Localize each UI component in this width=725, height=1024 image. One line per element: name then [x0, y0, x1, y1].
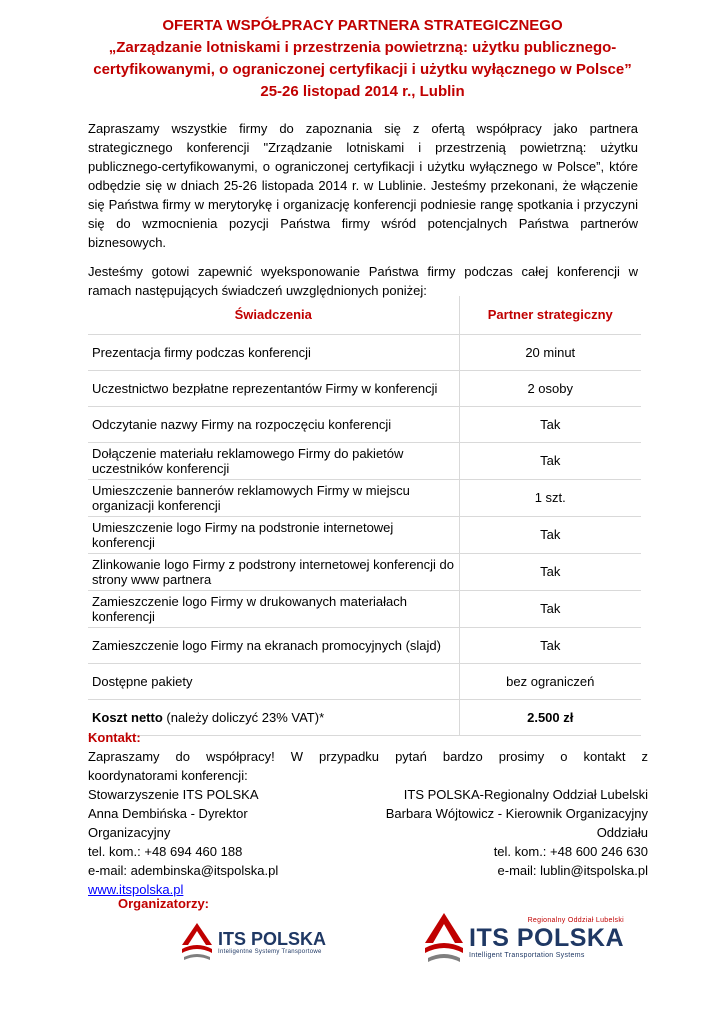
table-row	[88, 370, 641, 406]
value-cell: 1 szt.	[534, 490, 566, 505]
left-person: Anna Dembińska - Dyrektor	[88, 806, 248, 821]
left-phone: tel. kom.: +48 694 460 188	[88, 844, 243, 859]
contact-left	[88, 785, 278, 899]
partner-column-header: Partner strategiczny	[487, 307, 613, 323]
benefit-cell: Odczytanie nazwy Firmy na rozpoczęciu konferencji	[88, 406, 459, 442]
benefit-cell: Zlinkowanie logo Firmy z podstrony internetowej konferencji do strony www partnera	[88, 553, 459, 590]
table-row	[88, 479, 641, 516]
value-cell: Tak	[540, 527, 561, 542]
intro-paragraph: Zapraszamy wszystkie firmy do zapoznania się z ofertą współpracy jako partnera strategicznego konferencji "Zrządzanie lotniskami i przestrzenią powietrzną: użytku publicznego-certyfikowanymi, o ograniczonej certyfikacji i użytku wyłącznego w Polsce”, które odbędzie się w dniach 25-26 listopada 2014 r. w Lublinie. Jesteśmy przekonani, że włączenie się Państwa firmy w merytorykę i organizację konferencji podniesie rangę spotkania i przyczyni się do wzmocnienia pozycji Państwa firmy wśród potencjalnych Państwa partnerów biznesowych.	[88, 121, 638, 250]
title-line-3: certyfikowanymi, o ograniczonej certyfikacji i użytku wyłącznego w Polsce”	[93, 61, 632, 78]
right-org: ITS POLSKA-Regionalny Oddział Lubelski	[403, 787, 648, 802]
table-row	[88, 516, 641, 553]
its-arrow-icon	[180, 921, 214, 963]
left-role: Organizacyjny	[88, 825, 171, 840]
contact-label: Kontakt:	[88, 730, 141, 745]
table-row	[88, 334, 641, 370]
table-row	[88, 442, 641, 479]
benefit-cell: Umieszczenie bannerów reklamowych Firmy w miejscu organizacji konferencji	[88, 479, 459, 516]
value-cell: 20 minut	[525, 344, 576, 360]
value-cell: bez ograniczeń	[506, 673, 595, 689]
right-role: Oddziału	[596, 825, 648, 840]
logo1-subtitle: Inteligentne Systemy Transportowe	[218, 949, 322, 955]
value-cell: Tak	[540, 564, 561, 579]
title-line-1: OFERTA WSPÓŁPRACY PARTNERA STRATEGICZNEGO	[162, 17, 563, 34]
right-person: Barbara Wójtowicz - Kierownik Organizacyjny	[385, 806, 648, 821]
its-polska-lublin-logo	[423, 911, 624, 965]
contact-intro-line-2: koordynatorami konferencji:	[88, 768, 248, 783]
table-row	[88, 627, 641, 663]
table-header-row	[88, 296, 641, 334]
its-polska-logo	[180, 921, 326, 963]
website-link[interactable]: www.itspolska.pl	[88, 882, 184, 897]
table-row	[88, 590, 641, 627]
title-line-2: „Zarządzanie lotniskami i przestrzenia powietrzną: użytku publicznego-	[108, 39, 617, 56]
right-phone: tel. kom.: +48 600 246 630	[493, 844, 648, 859]
logo2-name: ITS POLSKA	[469, 924, 625, 952]
title-date: 25-26 listopad 2014 r., Lublin	[260, 83, 465, 100]
value-cell: 2 osoby	[527, 380, 574, 396]
cost-value: 2.500 zł	[527, 709, 574, 725]
table-row	[88, 663, 641, 699]
benefit-cell: Uczestnictwo bezpłatne reprezentantów Firmy w konferencji	[88, 370, 459, 406]
organizers-label: Organizatorzy:	[118, 896, 210, 911]
benefit-cell: Prezentacja firmy podczas konferencji	[88, 334, 459, 370]
cost-label: Koszt netto	[92, 709, 163, 725]
cost-note: (należy doliczyć 23% VAT)*	[162, 709, 325, 725]
contact-columns	[88, 785, 648, 899]
document-title	[40, 15, 685, 103]
benefit-cell: Zamieszczenie logo Firmy na ekranach promocyjnych (slajd)	[88, 627, 459, 663]
contact-section	[88, 728, 648, 899]
right-email: e-mail: lublin@itspolska.pl	[497, 863, 648, 878]
value-cell: Tak	[540, 416, 561, 432]
its-arrow-icon	[423, 911, 465, 965]
contact-intro-line: Zapraszamy do współpracy! W przypadku pytań bardzo prosimy o kontakt z	[88, 749, 648, 764]
value-cell: Tak	[540, 453, 561, 468]
value-cell: Tak	[540, 601, 561, 616]
logo1-name: ITS POLSKA	[218, 929, 327, 949]
benefit-cell: Dołączenie materiału reklamowego Firmy do pakietów uczestników konferencji	[88, 442, 459, 479]
left-org: Stowarzyszenie ITS POLSKA	[88, 787, 259, 802]
logo2-region: Regionalny Oddział Lubelski	[527, 917, 625, 924]
offer-paragraph: Jesteśmy gotowi zapewnić wyeksponowanie Państwa firmy podczas całej konferencji w ramach następujących świadczeń uwzględnionych poniżej:	[88, 264, 638, 298]
benefits-column-header: Świadczenia	[88, 296, 459, 334]
table-row	[88, 406, 641, 442]
benefit-cell: Dostępne pakiety	[88, 663, 459, 699]
benefit-cell: Umieszczenie logo Firmy na podstronie internetowej konferencji	[88, 516, 459, 553]
value-cell: Tak	[540, 637, 561, 653]
benefit-cell: Zamieszczenie logo Firmy w drukowanych materiałach konferencji	[88, 590, 459, 627]
contact-right	[386, 785, 648, 899]
left-email: e-mail: adembinska@itspolska.pl	[88, 863, 279, 878]
table-row	[88, 553, 641, 590]
benefits-table	[88, 296, 641, 736]
logo2-subtitle: Intelligent Transportation Systems	[469, 952, 585, 959]
